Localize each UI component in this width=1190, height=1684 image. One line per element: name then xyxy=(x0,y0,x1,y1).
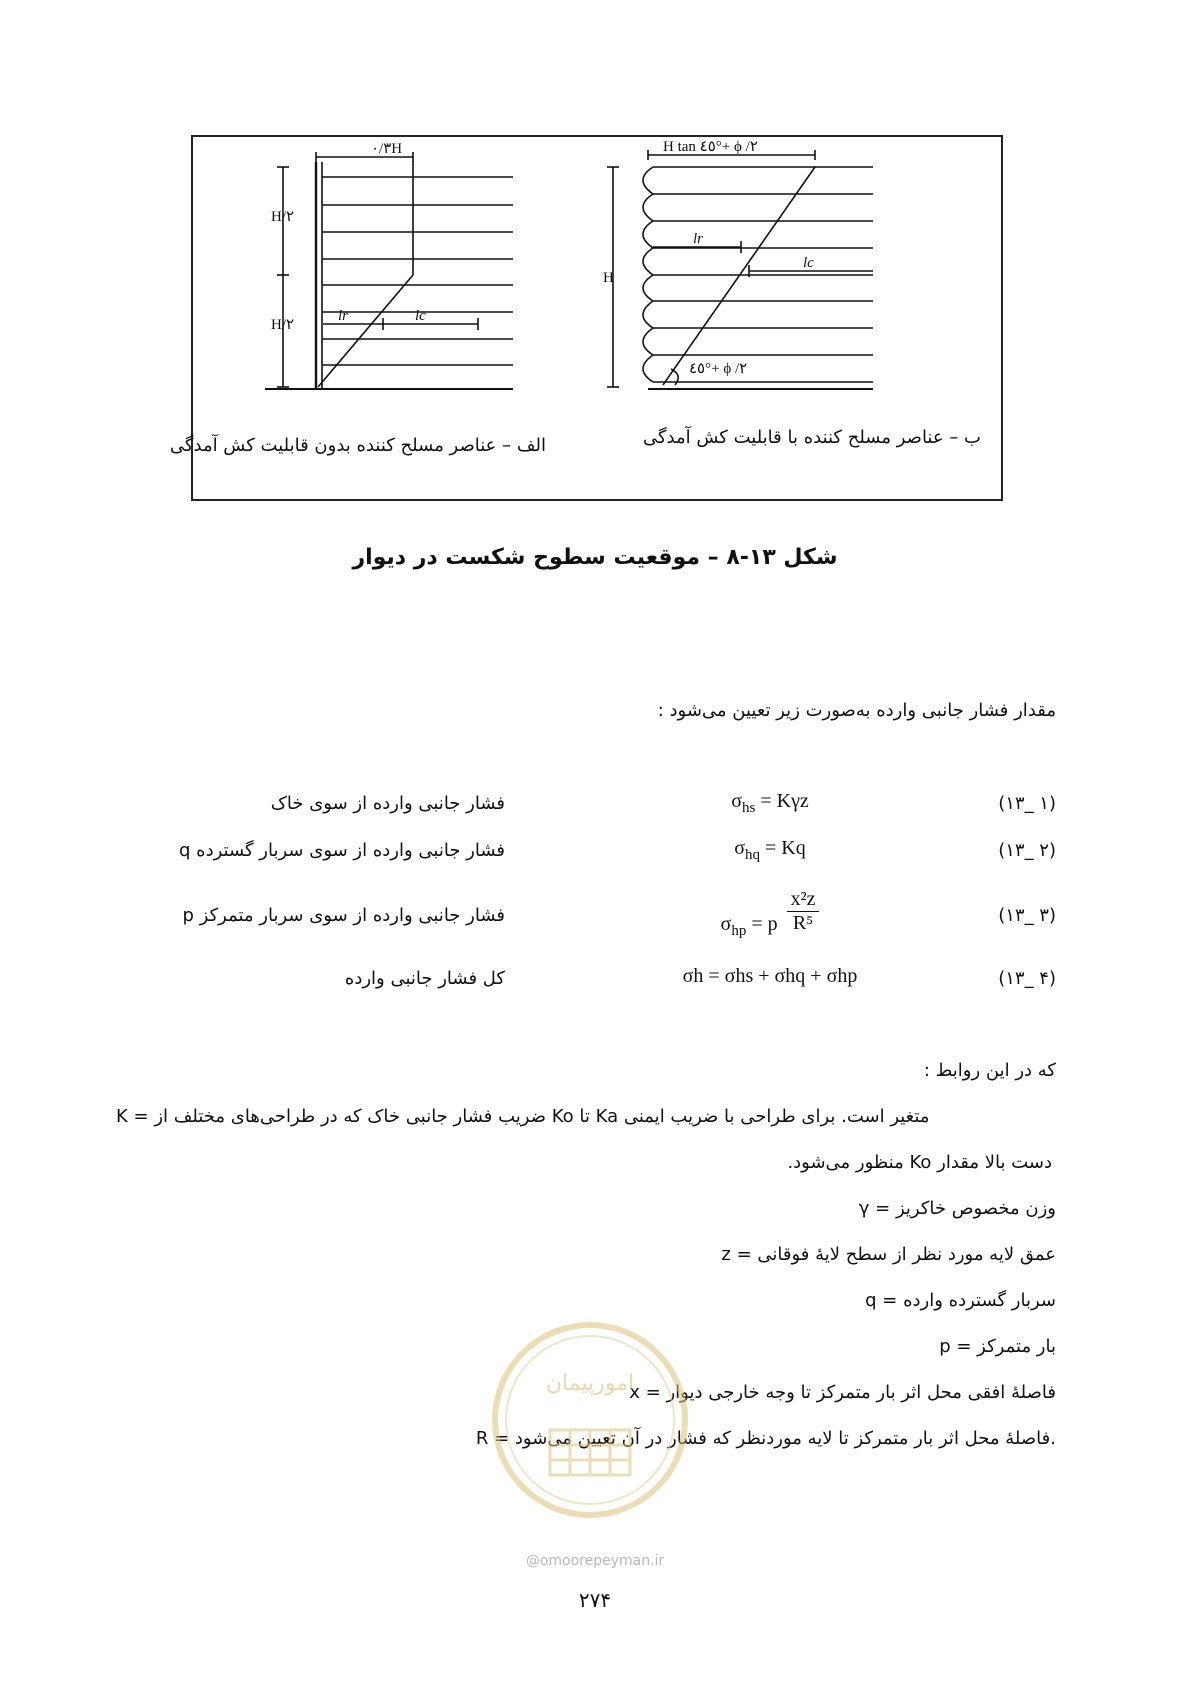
equation-number: (۱۳_ ۲) xyxy=(998,840,1056,861)
equation-formula: σh = σhs + σhq + σhp xyxy=(682,965,858,987)
panel-right-angle: ٤٥°+ ϕ /٢ xyxy=(689,361,748,377)
panel-left-caption: الف – عناصر مسلح كننده بدون قابليت كش آمدگی xyxy=(169,435,546,456)
equation-formula: $\sigma_{hq} = Kq$ xyxy=(734,837,806,863)
panel-right-height: H xyxy=(603,270,614,286)
panel-right-diagram xyxy=(607,150,873,389)
definition-item: K = ضریب فشار جانبی خاک که در طراحی‌های مختلف از Ko تا Ka متغیر است. برای طراحی با ضریب ایمنی xyxy=(116,1106,930,1127)
figure-title: شکل ۱۳-۸ – موقعیت سطوح شکست در دیوار xyxy=(352,545,838,570)
equation-description: فشار جانبی وارده از سوی سربار متمرکز p xyxy=(182,905,505,926)
definition-item: p = بار متمرکز xyxy=(939,1336,1056,1357)
watermark-brand: امورپیمان xyxy=(545,1371,635,1396)
definitions-intro: که در این روابط : xyxy=(923,1060,1056,1081)
panel-right-caption: ب – عناصر مسلح كننده با قابليت كش آمدگی xyxy=(642,427,981,448)
equation-description: فشار جانبی وارده از سوی خاک xyxy=(270,793,505,814)
definition-item: z = عمق لایه مورد نظر از سطح لایۀ فوقانی xyxy=(721,1244,1056,1265)
panel-left-lc: lc xyxy=(415,308,426,324)
equation-number: (۱۳_ ۱) xyxy=(998,793,1056,814)
definition-item: دست بالا مقدار Ko منظور می‌شود. xyxy=(787,1152,1052,1173)
equation-number: (۱۳_ ۴) xyxy=(998,968,1056,989)
figure-frame xyxy=(169,135,1003,501)
page-number: ۲۷۴ xyxy=(578,1588,612,1612)
panel-right-top-dim: H tan ٤٥°+ ϕ /٢ xyxy=(663,139,758,155)
panel-left-half-bottom: H/۲ xyxy=(271,317,295,333)
equation-description: فشار جانبی وارده از سوی سربار گسترده q xyxy=(178,840,505,861)
panel-left-diagram xyxy=(265,152,513,389)
equation-number: (۱۳_ ۳) xyxy=(998,905,1056,926)
watermark-logo xyxy=(490,1320,690,1520)
equation-formula: $\sigma_{hp} = p$ $\frac{\text{x²z}}{\text{R⁵}}$ xyxy=(630,888,910,948)
definition-item: q = سربار گسترده وارده xyxy=(865,1290,1056,1311)
panel-left-lr: lr xyxy=(338,308,349,324)
panel-right-lc: lc xyxy=(803,255,814,271)
watermark-handle: @omoorepeyman.ir xyxy=(525,1553,665,1569)
definition-item: γ = وزن مخصوص خاکریز xyxy=(858,1198,1056,1219)
panel-right-lr: lr xyxy=(693,231,704,247)
panel-left-half-top: H/۲ xyxy=(271,209,295,225)
equation-description: کل فشار جانبی وارده xyxy=(344,968,505,989)
definition-item: R = فاصلۀ محل اثر بار متمرکز تا لایه موردنظر که فشار در آن تعیین می‌شود. xyxy=(475,1428,1056,1449)
intro-paragraph: مقدار فشار جانبی وارده به‌صورت زیر تعیین می‌شود : xyxy=(657,700,1056,721)
equation-formula: $\sigma_{hs} = K\gamma z$ xyxy=(731,790,809,816)
panel-left-top-dim: ۰/۳H xyxy=(371,141,403,157)
definition-item: x = فاصلۀ افقی محل اثر بار متمرکز تا وجه خارجی دیوار xyxy=(629,1382,1056,1403)
